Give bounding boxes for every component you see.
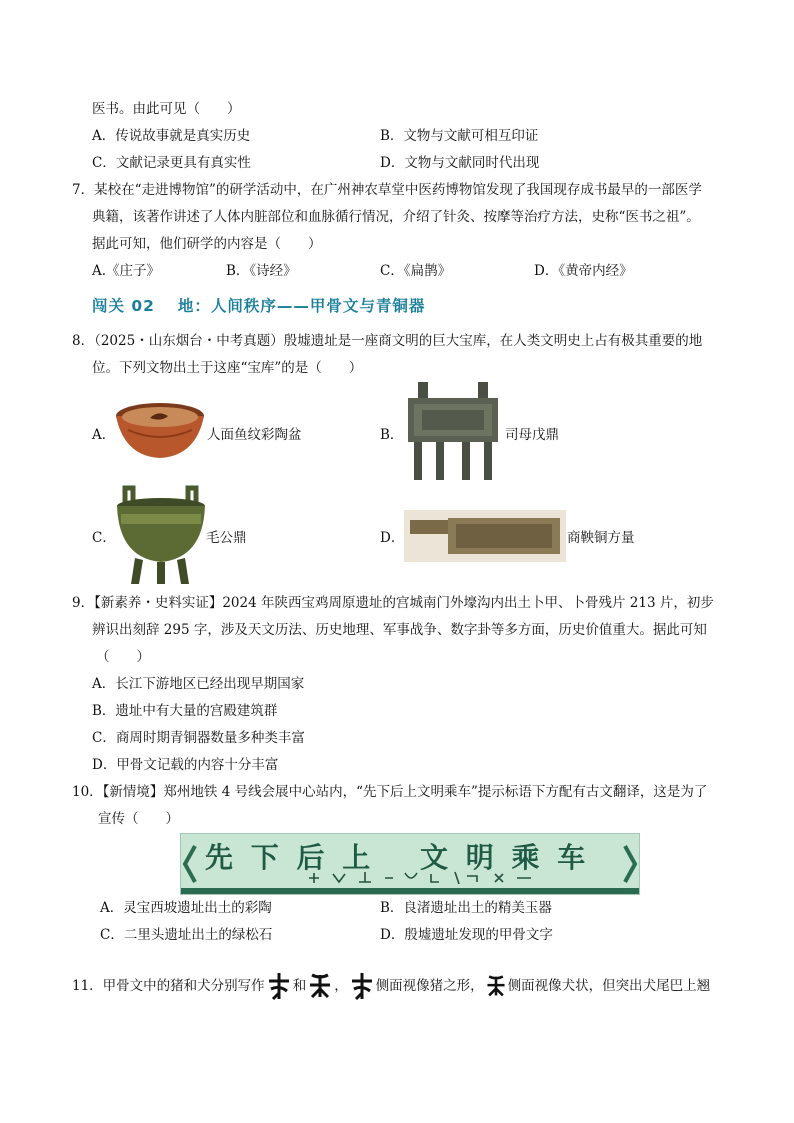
q7-option-b: B．《诗经》: [226, 263, 297, 279]
q7-option-c: C．《扁鹊》: [380, 263, 452, 279]
q6-option-c: C．文献记录更具有真实性: [92, 155, 251, 171]
q9-option-c: C．商周时期青铜器数量多种类丰富: [92, 730, 305, 746]
q9-option-a: A．长江下游地区已经出现早期国家: [92, 676, 305, 692]
q10-line-1: 10．【新情境】郑州地铁 4 号线会展中心站内，“先下后上文明乘车”提示标语下方配有古文翻译，这是为了: [72, 784, 708, 800]
q7-option-a: A.《庄子》: [92, 263, 161, 279]
q8-option-a-letter: A．: [92, 427, 116, 443]
q8-option-a-caption: 人面鱼纹彩陶盆: [207, 427, 302, 443]
q11-text-1: 11．甲骨文中的猪和犬分别写作: [72, 978, 265, 994]
q8-option-c-caption: 毛公鼎: [206, 530, 247, 546]
oracle-dog-glyph-icon: [306, 971, 334, 1001]
q11-text-2: 和: [292, 978, 307, 994]
q11-line: [72, 971, 710, 1001]
section-heading: 闯关 02 地：人间秩序——甲骨文与青铜器: [92, 297, 426, 315]
painted-pottery-basin-image: [114, 400, 206, 462]
shangyang-bronze-measure-image: [404, 510, 566, 562]
oracle-dog-glyph-icon-2: [484, 971, 508, 1001]
oracle-pig-glyph-icon-2: [348, 971, 376, 1001]
q11-text-4: 侧面视像猪之形，: [375, 978, 484, 994]
q6-option-d: D．文物与文献同时代出现: [380, 155, 540, 171]
q9-line-3: （ ）: [96, 649, 150, 665]
q7-line-2: 典籍，该著作讲述了人体内脏部位和血脉循行情况，介绍了针灸、按摩等治疗方法，史称“医书之祖”。: [92, 209, 700, 225]
sign-text: 先 下 后 上 文 明 乘 车: [205, 841, 590, 874]
q8-option-c-letter: C．: [92, 530, 116, 546]
q8-option-b-caption: 司母戊鼎: [505, 427, 559, 443]
q8-line-1: 8．（2025・山东烟台・中考真题）殷墟遗址是一座商文明的巨大宝库，在人类文明史上占有极其重要的地: [72, 333, 703, 349]
q10-option-a: A．灵宝西坡遗址出土的彩陶: [100, 900, 272, 916]
q10-option-d: D．殷墟遗址发现的甲骨文字: [380, 927, 553, 943]
q6-option-b: B．文物与文献可相互印证: [380, 128, 539, 144]
metro-sign-image: [180, 833, 640, 895]
q6-tail: 医书。由此可见（ ）: [92, 101, 241, 117]
oracle-pig-glyph-icon: [265, 971, 293, 1001]
q8-option-b-letter: B．: [380, 427, 404, 443]
q6-option-a: A．传说故事就是真实历史: [92, 128, 251, 144]
q7-line-3: 据此可知，他们研学的内容是（ ）: [92, 236, 322, 252]
q10-line-2: 宣传（ ）: [98, 811, 179, 827]
q8-option-d-letter: D．: [380, 530, 405, 546]
q10-option-b: B．良渚遗址出土的精美玉器: [380, 900, 552, 916]
q9-option-d: D．甲骨文记载的内容十分丰富: [92, 757, 279, 773]
maogong-ding-image: [113, 484, 208, 586]
oracle-script-line-icon: [305, 870, 545, 886]
q11-text-3: ，: [334, 978, 348, 994]
q8-option-d-caption: 商鞅铜方量: [567, 530, 635, 546]
q7-line-1: 7．某校在“走进博物馆”的研学活动中，在广州神农草堂中医药博物馆发现了我国现存成书最早的一部医学: [72, 182, 702, 198]
q9-line-1: 9．【新素养・史料实证】2024 年陕西宝鸡周原遗址的宫城南门外壕沟内出土卜甲、卜骨残片 213 片，初步: [72, 595, 714, 611]
simuwu-ding-image: [404, 380, 502, 484]
q8-line-2: 位。下列文物出土于这座“宝库”的是（ ）: [92, 360, 363, 376]
q9-option-b: B．遗址中有大量的宫殿建筑群: [92, 703, 278, 719]
q10-option-c: C．二里头遗址出土的绿松石: [100, 927, 273, 943]
q9-line-2: 辨识出刻辞 295 字，涉及天文历法、历史地理、军事战争、数字卦等多方面，历史价值重大。据此可知: [92, 622, 707, 638]
q11-text-5: 侧面视像犬状，但突出犬尾巴上翘: [507, 978, 711, 994]
q7-option-d: D．《黄帝内经》: [534, 263, 633, 279]
